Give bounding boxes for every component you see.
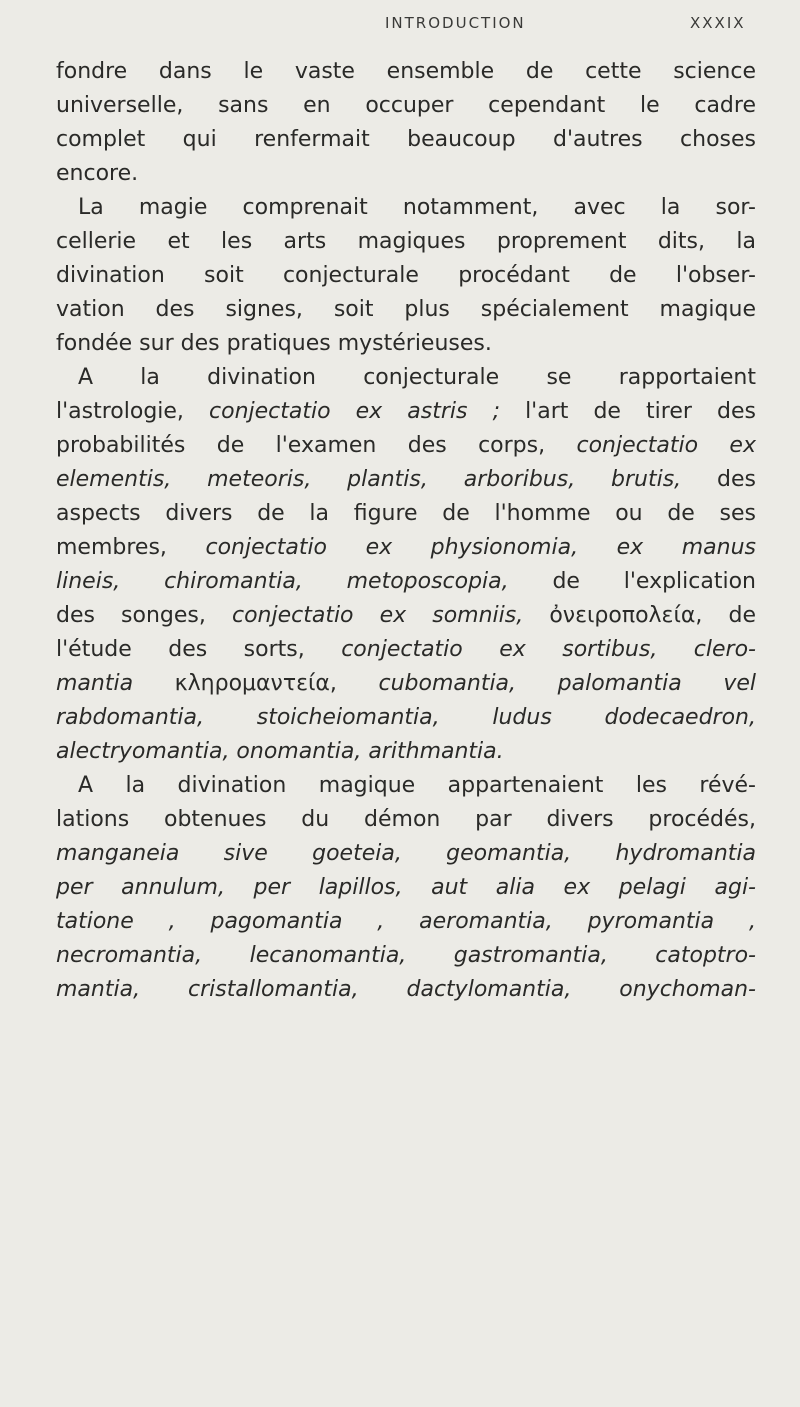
italic-text: mantia xyxy=(56,671,134,696)
italic-text: conjectatio ex sortibus, clero- xyxy=(341,637,756,662)
italic-text: tatione , pagomantia , aeromantia, pyromantia , xyxy=(56,909,756,934)
text-segment: aspects divers de la figure de l'homme ou de ses xyxy=(56,501,756,526)
text-line xyxy=(56,599,756,633)
text-line xyxy=(56,259,756,293)
text-segment: l'astrologie, xyxy=(56,399,210,424)
text-segment: κληρομαντεία, xyxy=(133,671,379,696)
text-line xyxy=(56,395,756,429)
italic-text: cubomantia, palomantia vel xyxy=(378,671,756,696)
text-line xyxy=(56,361,756,395)
italic-text: rabdomantia, stoicheiomantia, ludus dodecaedron, xyxy=(56,705,756,730)
text-line xyxy=(56,973,756,1007)
body-text xyxy=(56,55,756,1007)
italic-text: alectryomantia, onomantia, arithmantia. xyxy=(56,739,504,764)
text-line xyxy=(56,871,756,905)
italic-text: necromantia, lecanomantia, gastromantia, catoptro- xyxy=(56,943,756,968)
italic-text: mantia, cristallomantia, dactylomantia, onychoman- xyxy=(56,977,756,1002)
text-segment: des songes, xyxy=(56,603,232,628)
text-line xyxy=(56,123,756,157)
italic-text: conjectatio ex xyxy=(576,433,756,458)
text-line xyxy=(56,837,756,871)
text-line xyxy=(56,293,756,327)
italic-text: manganeia sive goeteia, geomantia, hydromantia xyxy=(56,841,756,866)
running-head xyxy=(0,14,800,38)
text-line xyxy=(56,531,756,565)
text-segment: membres, xyxy=(56,535,206,560)
italic-text: conjectatio ex astris ; xyxy=(209,399,500,424)
text-line xyxy=(56,633,756,667)
text-segment: l'étude des sorts, xyxy=(56,637,342,662)
italic-text: lineis, chiromantia, metoposcopia, xyxy=(56,569,509,594)
text-segment: lations obtenues du démon par divers procédés, xyxy=(56,807,756,832)
italic-text: conjectatio ex somniis, xyxy=(231,603,524,628)
text-segment: l'art de tirer des xyxy=(499,399,756,424)
text-line xyxy=(56,327,756,361)
text-line xyxy=(56,803,756,837)
text-segment: de l'explication xyxy=(508,569,756,594)
running-head-title: INTRODUCTION xyxy=(385,14,526,32)
text-segment: probabilités de l'examen des corps, xyxy=(56,433,577,458)
text-segment: complet qui renfermait beaucoup d'autres choses xyxy=(56,127,756,152)
text-line xyxy=(56,905,756,939)
page-number: XXXIX xyxy=(690,14,746,32)
text-segment: encore. xyxy=(56,161,139,186)
text-line xyxy=(56,191,756,225)
text-line xyxy=(56,769,756,803)
text-line xyxy=(56,157,756,191)
text-line xyxy=(56,667,756,701)
text-segment: fondée sur des pratiques mystérieuses. xyxy=(56,331,492,356)
text-line xyxy=(56,55,756,89)
text-segment: cellerie et les arts magiques proprement dits, la xyxy=(56,229,756,254)
text-segment: A la divination magique appartenaient les révé- xyxy=(78,773,756,798)
text-line xyxy=(56,735,756,769)
text-segment: La magie comprenait notamment, avec la sor- xyxy=(78,195,756,220)
text-line xyxy=(56,89,756,123)
text-line xyxy=(56,701,756,735)
text-line xyxy=(56,429,756,463)
italic-text: elementis, meteoris, plantis, arboribus, brutis, xyxy=(56,467,682,492)
text-line xyxy=(56,939,756,973)
text-line xyxy=(56,463,756,497)
italic-text: conjectatio ex physionomia, ex manus xyxy=(205,535,756,560)
text-segment: universelle, sans en occuper cependant le cadre xyxy=(56,93,756,118)
text-segment: A la divination conjecturale se rapportaient xyxy=(78,365,756,390)
text-segment: des xyxy=(681,467,756,492)
text-line xyxy=(56,225,756,259)
text-segment: divination soit conjecturale procédant de l'obser- xyxy=(56,263,756,288)
text-segment: vation des signes, soit plus spécialement magique xyxy=(56,297,756,322)
text-line xyxy=(56,565,756,599)
text-segment: ὀνειροπολεία, de xyxy=(523,603,756,628)
text-segment: fondre dans le vaste ensemble de cette science xyxy=(56,59,756,84)
text-line xyxy=(56,497,756,531)
italic-text: per annulum, per lapillos, aut alia ex pelagi agi- xyxy=(56,875,756,900)
